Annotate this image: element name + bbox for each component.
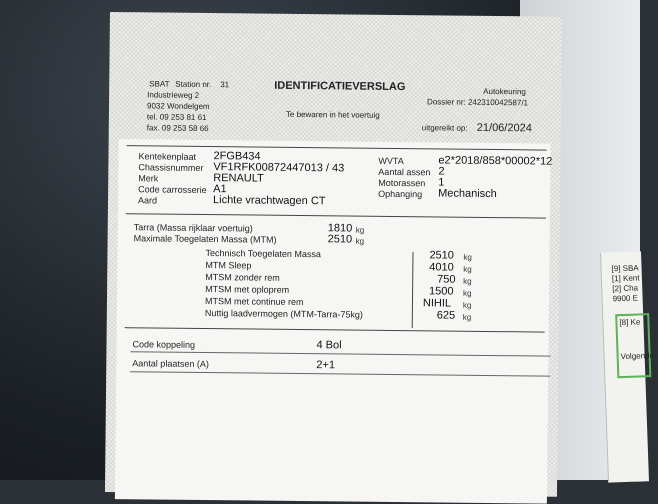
mass-unit: kg xyxy=(463,288,472,298)
side-line: [1] Kent xyxy=(611,273,640,284)
mass-label: MTSM met oploprem xyxy=(205,284,290,295)
side-line: [8] Ke xyxy=(619,317,641,328)
divider xyxy=(125,327,545,332)
mass-value: 625 xyxy=(436,309,456,322)
side-line: 9900 E xyxy=(612,293,639,304)
form-body xyxy=(115,139,551,504)
side-line: [9] SBA xyxy=(611,263,639,274)
mass-unit: kg xyxy=(462,300,472,310)
mass-unit: kg xyxy=(462,312,472,322)
mass-unit: kg xyxy=(463,264,472,274)
kenteken-label: Kentekenplaat xyxy=(138,151,197,162)
side-line: Volgende xyxy=(620,350,655,362)
merk-value: RENAULT xyxy=(213,172,264,185)
inspection-type: Autokeuring xyxy=(483,86,526,97)
mass-unit: kg xyxy=(463,252,472,262)
koppeling-value: 4 Bol xyxy=(316,339,342,352)
mass-label: Technisch Toegelaten Massa xyxy=(205,248,321,260)
wvta-label: WVTA xyxy=(378,155,404,167)
divider xyxy=(126,213,546,218)
mass-value: 1500 xyxy=(429,285,454,298)
phone: tel. 09 253 81 61 xyxy=(146,112,207,123)
divider xyxy=(127,145,547,150)
ophanging-label: Ophanging xyxy=(378,188,423,200)
mtm-value: 2510 xyxy=(327,233,353,246)
merk-label: Merk xyxy=(138,173,159,184)
station-number: 31 xyxy=(220,80,230,90)
mtm-unit: kg xyxy=(355,236,365,246)
kenteken-value: 2FGB434 xyxy=(213,150,261,163)
divider xyxy=(130,371,550,376)
koppeling-label: Code koppeling xyxy=(132,339,196,350)
chassis-label: Chassisnummer xyxy=(138,162,204,173)
mass-label: MTSM met continue rem xyxy=(204,296,304,308)
mass-label: MTSM zonder rem xyxy=(205,272,280,283)
chassis-value: VF1RFK00872447013 / 43 xyxy=(213,161,345,175)
ophanging-value: Mechanisch xyxy=(438,187,497,201)
issued-date: 21/06/2024 xyxy=(476,121,532,135)
mtm-label: Maximale Toegelaten Massa (MTM) xyxy=(133,233,277,245)
assen-label: Aantal assen xyxy=(378,166,431,178)
dossier-number: Dossier nr: 242310042587/1 xyxy=(427,97,529,108)
address-line-1: Industrieweg 2 xyxy=(147,90,200,100)
plaatsen-value: 2+1 xyxy=(316,359,336,372)
subtitle: Te bewaren in het voertuig xyxy=(285,109,380,120)
side-line: [2] Cha xyxy=(612,283,639,294)
aard-value: Lichte vrachtwagen CT xyxy=(212,194,326,208)
aard-label: Aard xyxy=(137,195,158,206)
mass-label: Nuttig laadvermogen (MTM-Tarra-75kg) xyxy=(204,308,363,320)
second-document xyxy=(600,251,655,482)
page-title: IDENTIFICATIEVERSLAG xyxy=(274,79,406,94)
mass-value: 750 xyxy=(437,273,456,286)
carrosserie-label: Code carrosserie xyxy=(138,184,207,196)
mass-value: 4010 xyxy=(429,261,454,274)
carrosserie-value: A1 xyxy=(213,183,227,196)
tarra-unit: kg xyxy=(355,225,365,235)
fax: fax. 09 253 58 66 xyxy=(146,123,209,134)
org-name: SBAT xyxy=(149,79,170,89)
address-line-2: 9032 Wondelgem xyxy=(146,101,210,112)
identification-report xyxy=(105,12,562,497)
plaatsen-label: Aantal plaatsen (A) xyxy=(132,358,209,370)
tarra-label: Tarra (Massa rijklaar voertuig) xyxy=(133,222,253,234)
mass-unit: kg xyxy=(463,276,472,286)
mass-label: MTM Sleep xyxy=(205,260,252,271)
divider xyxy=(412,252,414,328)
tarra-value: 1810 xyxy=(327,222,353,235)
motorassen-value: 1 xyxy=(438,176,445,189)
mass-value: 2510 xyxy=(429,249,455,262)
station-label: Station nr. xyxy=(175,79,212,90)
issued-label: uitgereikt op: xyxy=(421,123,468,133)
divider xyxy=(130,351,550,356)
mass-value: NIHIL xyxy=(422,297,452,310)
motorassen-label: Motorassen xyxy=(378,177,426,189)
wvta-value: e2*2018/858*00002*12 xyxy=(438,154,553,168)
assen-value: 2 xyxy=(438,165,445,178)
